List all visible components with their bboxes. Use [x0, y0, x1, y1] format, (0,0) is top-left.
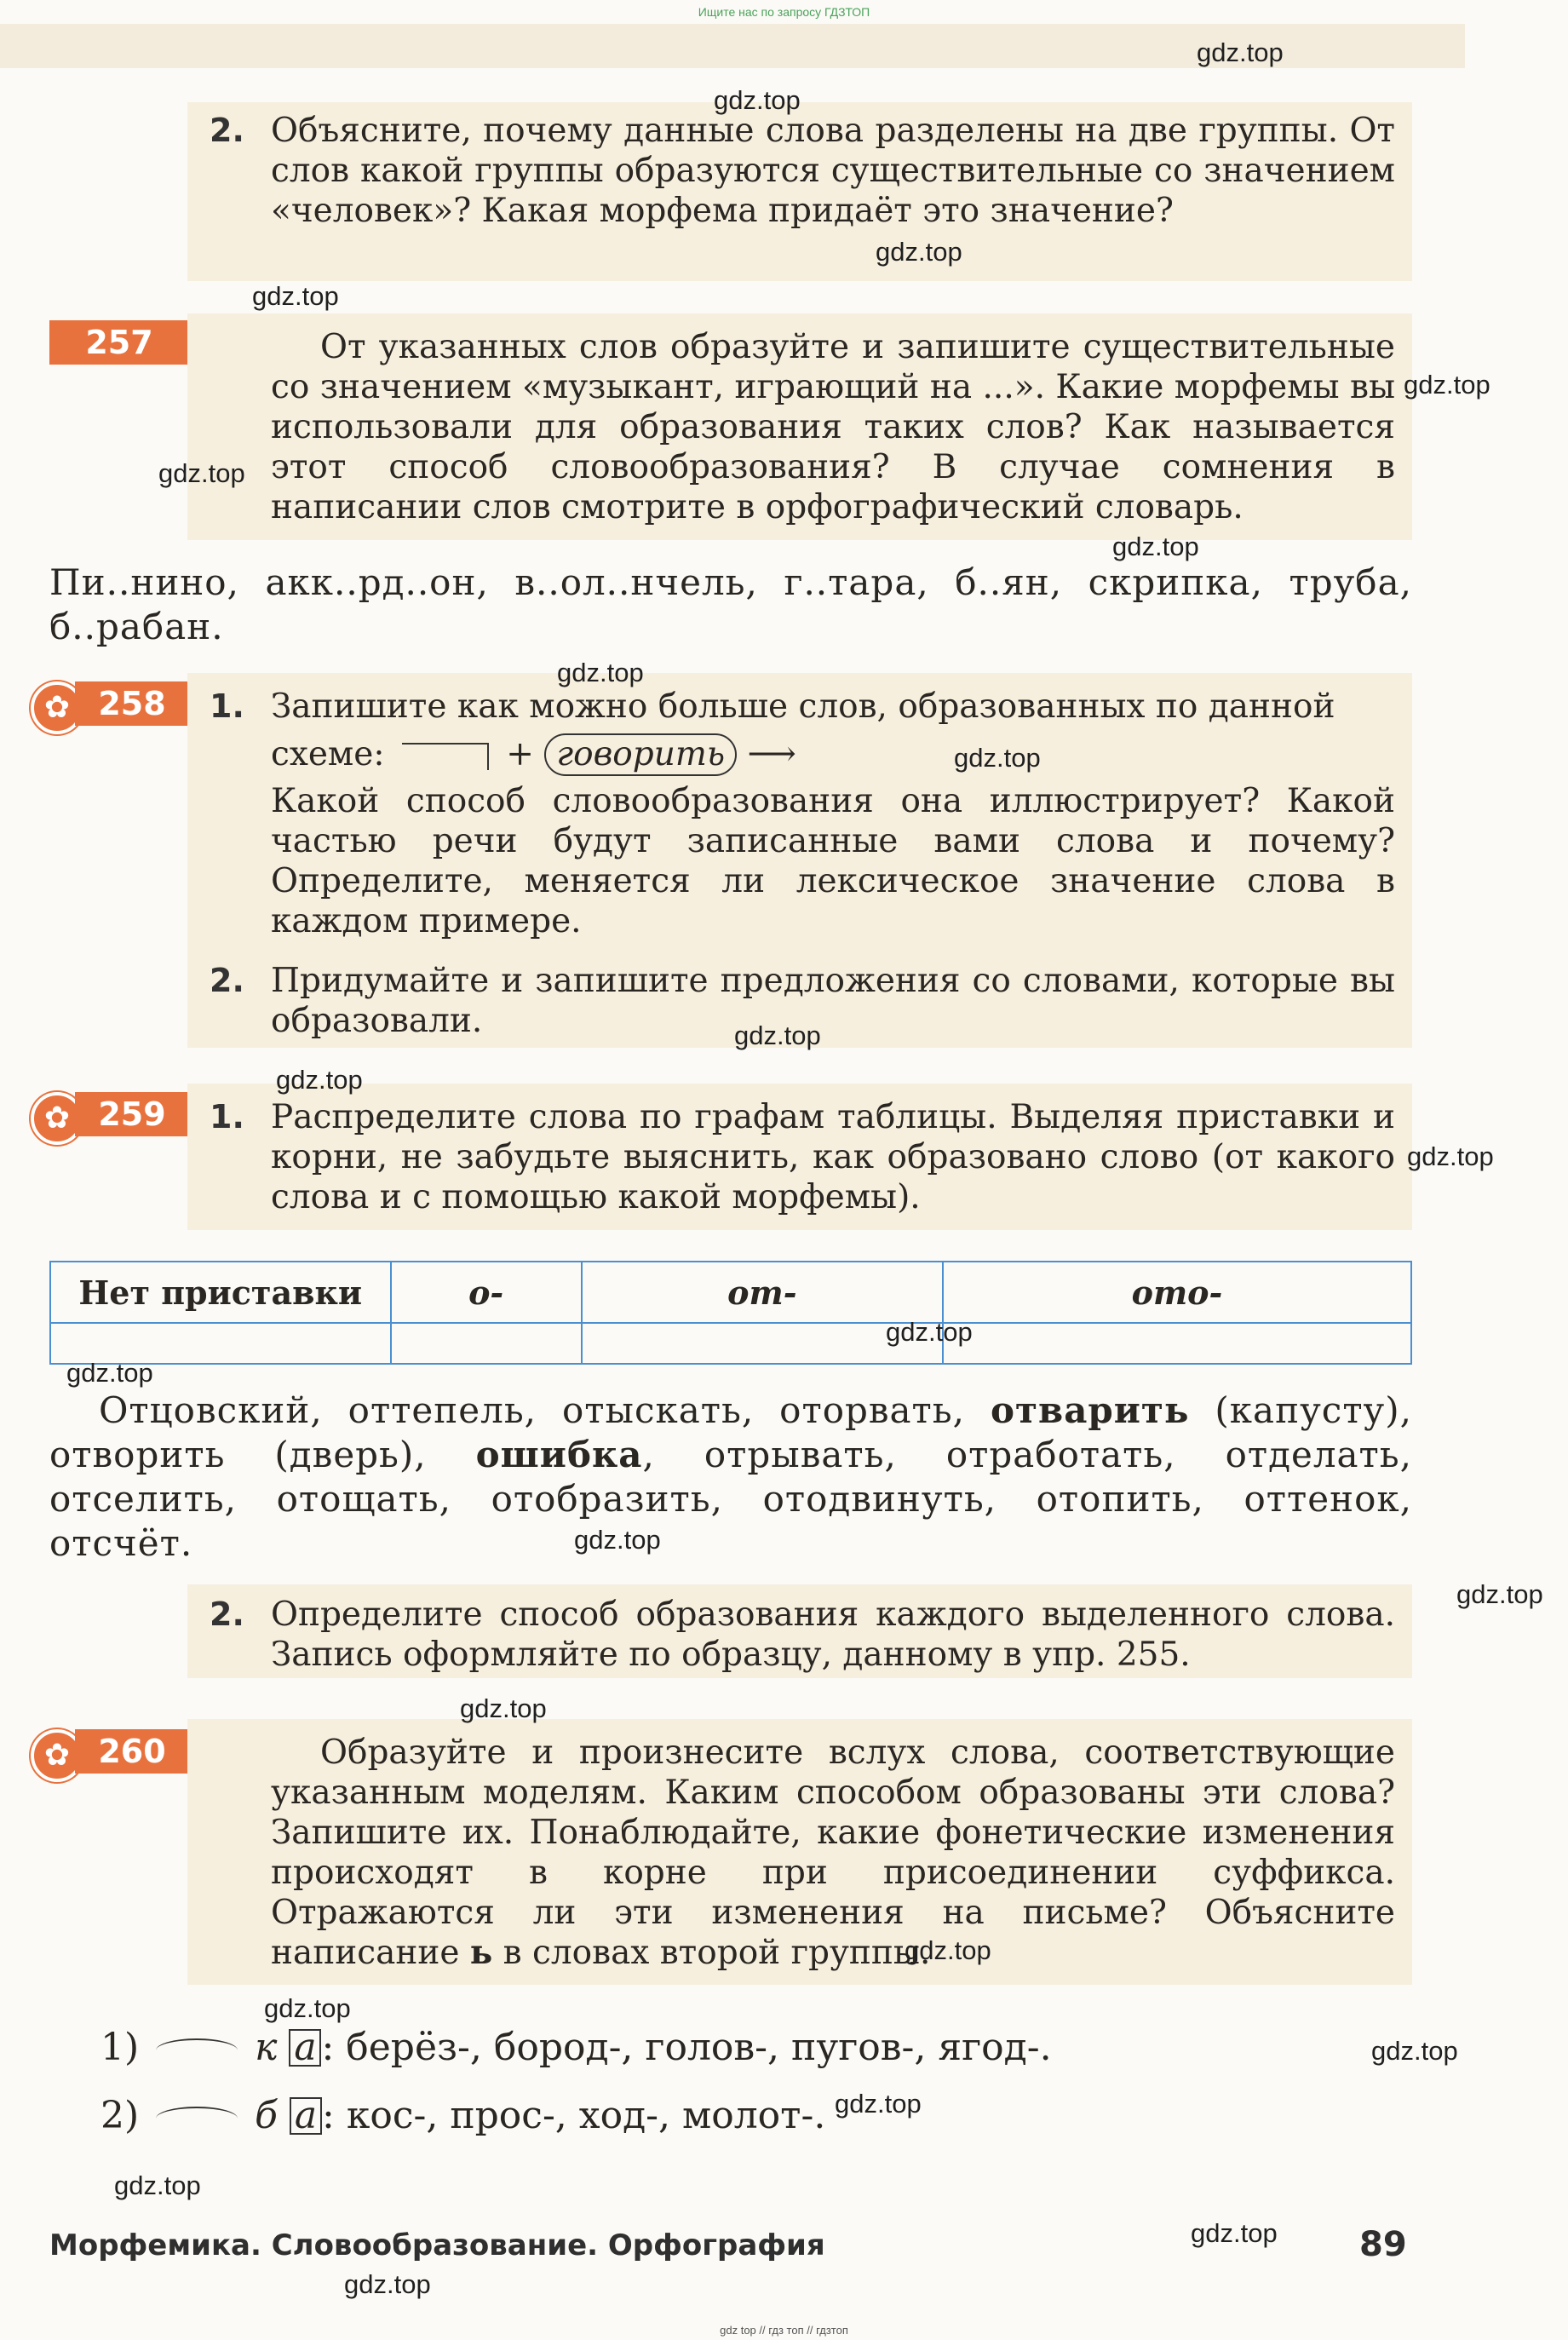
flower-icon: ✿ [31, 681, 83, 734]
exercise-number-badge: 257 [49, 320, 189, 365]
table-header: о- [391, 1262, 582, 1323]
item-number: 1. [210, 1098, 244, 1136]
model-2 [101, 2092, 825, 2140]
exercise-260-task [271, 1733, 1395, 1973]
table-header: ото- [943, 1262, 1411, 1323]
watermark: gdz.top [1112, 532, 1199, 561]
table-cell [391, 1323, 582, 1364]
item-number: 1. [210, 687, 244, 725]
item-text: Определите способ образования каждого выделенного слова. Запись оформляйте по образцу, данному в упр. 255. [271, 1595, 1395, 1674]
root-symbol [156, 2038, 238, 2062]
item-text: Распределите слова по графам таблицы. Выделяя приставки и корни, не забудьте выяснить, как образовано слово (от какого слова и с помощью какой морфемы). [271, 1098, 1395, 1216]
watermark: gdz.top [344, 2269, 431, 2299]
exercise-258-item-1 [210, 687, 1395, 941]
item-text-line: Запишите как можно больше слов, образованных по данной [271, 687, 1335, 726]
exercise-259-item-1 [210, 1097, 1395, 1217]
arrow-icon: ⟶ [747, 734, 796, 773]
watermark: gdz.top [1407, 1141, 1494, 1171]
exercise-258-item-2 [210, 961, 1395, 1041]
table-cell [943, 1323, 1411, 1364]
flower-icon: ✿ [31, 1729, 83, 1782]
ending-box: а [289, 2029, 321, 2067]
watermark: gdz.top [1197, 37, 1284, 67]
root-symbol [156, 2107, 238, 2130]
item-text: Какой способ словообразования она иллюстрирует? Какой частью речи будут записанные вами слова и почему? Определите, меняется ли лексическое значение слова в каждом примере. [271, 782, 1395, 940]
exercise-257-words: Пи..нино, акк..рд..он, в..ол..нчель, г..тара, б..ян, скрипка, труба, б..рабан. [49, 561, 1412, 647]
exercise-number-badge: 260 [75, 1729, 189, 1774]
item-number: 2. [210, 962, 244, 999]
previous-exercise-item-2 [210, 111, 1395, 231]
table-header: от- [582, 1262, 943, 1323]
watermark: gdz.top [886, 1317, 973, 1347]
watermark: gdz.top [252, 281, 339, 311]
model-number: 1) [101, 2026, 140, 2069]
scheme-label: схеме: [271, 735, 385, 773]
model-roots: : берёз-, бород-, голов-, пугов-, ягод-. [321, 2026, 1052, 2069]
watermark: gdz.top [264, 1993, 351, 2023]
word-list-part: (капусту), отворить (дверь), [49, 1389, 1412, 1475]
ending-box: а [290, 2097, 322, 2135]
page-number: 89 [1359, 2225, 1407, 2264]
top-note: Ищите нас по запросу ГДЗТОП [698, 5, 870, 19]
table-header: Нет приставки [50, 1262, 391, 1323]
watermark: gdz.top [1456, 1579, 1543, 1609]
model-1 [101, 2024, 1052, 2072]
task-text: Образуйте и произнесите вслух слова, соответствующие указанным моделям. Каким способом образованы эти слова? Запишите их. Понаблюдайте, какие фонетические изменения происходят в корне при присоединении суффикса. Отражаются ли эти изменения на письме? Объясните написание [271, 1733, 1395, 1972]
watermark: gdz.top [1404, 370, 1490, 400]
task-text: в словах второй группы. [492, 1934, 931, 1972]
watermark: gdz.top [158, 458, 245, 488]
watermark: gdz.top [1371, 2036, 1458, 2066]
watermark: gdz.top [66, 1358, 153, 1388]
word-formation-scheme [271, 727, 1395, 781]
watermark: gdz.top [1191, 2218, 1278, 2248]
model-roots: : кос-, прос-, ход-, молот-. [322, 2094, 826, 2137]
model-number: 2) [101, 2094, 140, 2137]
watermark: gdz.top [734, 1021, 821, 1050]
exercise-257-task: От указанных слов образуйте и запишите существительные со значением «музыкант, играющий на ...». Какие морфемы вы использовали для образования таких слов? Как называется этот способ словообразования? В случае сомнения в написании слов смотрите в орфографический словарь. [271, 328, 1395, 526]
scheme-plus: + [506, 735, 534, 773]
soft-sign: ь [469, 1933, 493, 1972]
watermark: gdz.top [905, 1935, 991, 1965]
word-list-part: , отрывать, отработать, отделать, отселить, отощать, отобразить, отодвинуть, отопить, оттенок, отсчёт. [49, 1434, 1412, 1564]
exercise-number-badge: 258 [75, 681, 189, 726]
item-number: 2. [210, 1595, 244, 1633]
exercise-259-item-2 [210, 1595, 1395, 1675]
suffix-letter: б [255, 2094, 279, 2137]
item-text: Придумайте и запишите предложения со словами, которые вы образовали. [271, 962, 1395, 1040]
highlighted-word: отварить [990, 1389, 1190, 1431]
bottom-note: gdz top // гдз топ // гдзтоп [720, 2324, 848, 2337]
watermark: gdz.top [954, 743, 1041, 773]
watermark: gdz.top [276, 1065, 363, 1095]
watermark: gdz.top [714, 85, 801, 115]
watermark: gdz.top [557, 658, 644, 687]
exercise-259-words [49, 1388, 1412, 1566]
watermark: gdz.top [114, 2170, 201, 2200]
prefix-table [49, 1261, 1412, 1365]
exercise-number-badge: 259 [75, 1092, 189, 1136]
scheme-word: говорить [544, 733, 737, 776]
item-text: Объясните, почему данные слова разделены на две группы. От слов какой группы образуются существительные со значением «человек»? Какая морфема придаёт это значение? [271, 112, 1395, 230]
suffix-letter: к [255, 2026, 278, 2069]
highlighted-word: ошибка [475, 1434, 643, 1475]
watermark: gdz.top [835, 2089, 922, 2119]
watermark: gdz.top [460, 1693, 547, 1723]
footer-title: Морфемика. Словообразование. Орфография [49, 2228, 825, 2262]
flower-icon: ✿ [31, 1092, 83, 1145]
word-list-part: Отцовский, оттепель, отыскать, оторвать, [99, 1389, 991, 1431]
watermark: gdz.top [876, 237, 962, 267]
watermark: gdz.top [574, 1525, 661, 1555]
prefix-symbol [402, 743, 489, 770]
item-number: 2. [210, 112, 244, 149]
